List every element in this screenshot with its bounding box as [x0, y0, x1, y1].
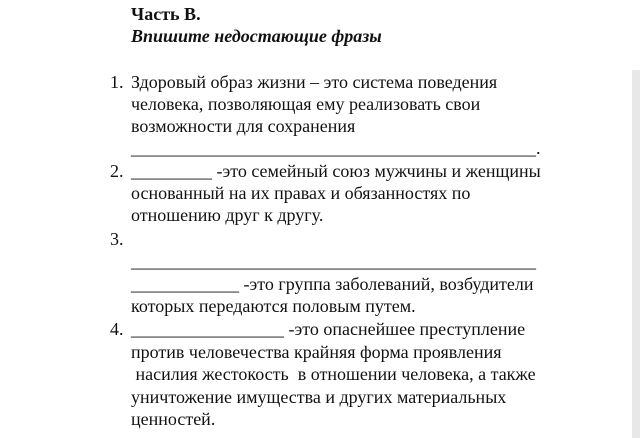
item-1-answer-blank: _____________________________________________. [131, 138, 541, 158]
item-3-answer-blank: _____________________________________________ [131, 251, 536, 271]
item-number-2: 2. [110, 161, 124, 181]
item-2-line-2: основанный на их правах и обязанностях по [131, 183, 471, 203]
item-4-line-5: ценностей. [131, 409, 216, 429]
item-number-4: 4. [110, 319, 124, 339]
item-number-1: 1. [110, 72, 124, 92]
section-instructions: Впишите недостающие фразы [131, 26, 382, 46]
item-4-line-2: против человечества крайняя форма проявления [131, 342, 502, 362]
item-4-line-3: насилия жестокость в отношении человека, а также [131, 364, 536, 384]
item-3-line-3: ____________ -это группа заболеваний, возбудители [131, 274, 534, 294]
item-2-line-3: отношению друг к другу. [131, 205, 324, 225]
page-edge-shadow [632, 70, 640, 438]
item-2-line-1: _________ -это семейный союз мужчины и женщины [131, 161, 541, 181]
item-3-line-4: которых передаются половым путем. [131, 296, 416, 316]
section-title: Часть В. [131, 4, 201, 24]
item-1-line-3: возможности для сохранения [131, 116, 356, 136]
item-1-line-2: человека, позволяющая ему реализовать свои [131, 94, 481, 114]
item-number-3: 3. [110, 229, 124, 249]
item-4-line-1: _________________ -это опаснейшее преступление [131, 319, 526, 339]
item-1-line-1: Здоровый образ жизни – это система поведения [131, 72, 498, 92]
item-4-line-4: уничтожение имущества и других материальных [131, 387, 507, 407]
